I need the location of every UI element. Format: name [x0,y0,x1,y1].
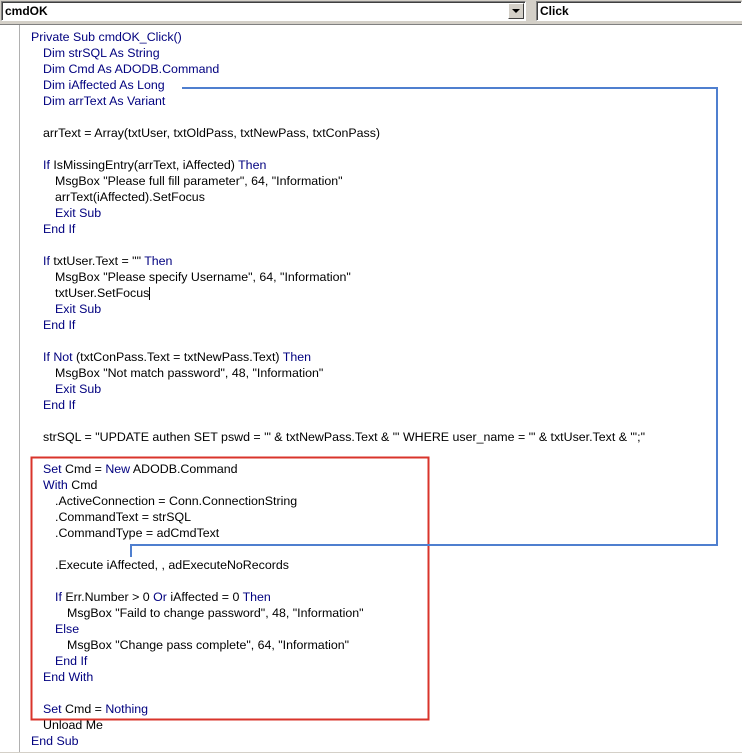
code-line[interactable] [43,317,75,333]
code-line[interactable] [55,381,101,397]
code-token: (txtConPass.Text = txtNewPass.Text) [72,350,283,364]
keyword-token: Dim strSQL As String [43,46,160,60]
code-editor[interactable] [0,24,742,752]
code-window-toolbar [0,0,742,24]
code-line[interactable] [43,125,380,141]
code-line[interactable] [31,733,79,749]
keyword-token: Then [242,590,271,604]
code-line[interactable] [55,509,191,525]
code-line[interactable] [55,525,219,541]
code-line[interactable] [55,189,205,205]
code-line[interactable] [55,301,101,317]
code-line[interactable] [55,653,87,669]
keyword-token: End With [43,670,94,684]
code-token: MsgBox "Please specify Username", 64, "Information" [55,270,351,284]
code-line[interactable] [55,365,323,381]
code-line[interactable] [43,669,93,685]
keyword-token: If [43,254,50,268]
object-combobox-value: cmdOK [5,4,48,18]
code-token: Cmd [67,478,98,492]
keyword-token: Then [144,254,173,268]
keyword-token: Or [153,590,167,604]
keyword-token: End If [43,318,76,332]
keyword-token: Set [43,462,62,476]
code-token: .ActiveConnection = Conn.ConnectionString [55,494,298,508]
margin-indicator-bar[interactable] [0,25,20,752]
code-line[interactable] [55,269,351,285]
keyword-token: With [43,478,68,492]
code-token: ADODB.Command [130,462,238,476]
code-token: arrText = Array(txtUser, txtOldPass, txtNewPass, txtConPass) [43,126,381,140]
code-line[interactable] [43,349,311,365]
keyword-token: Dim iAffected As Long [43,78,165,92]
code-token: Cmd = [61,702,106,716]
keyword-token: End If [43,398,76,412]
code-token: strSQL = "UPDATE authen SET pswd = '" & txtNewPass.Text & "' WHERE user_name = '" & txtUser.Text & "';" [43,430,646,444]
code-token: Err.Number > 0 [61,590,154,604]
code-line[interactable] [55,205,101,221]
code-line[interactable] [43,477,97,493]
keyword-token: End Sub [31,734,79,748]
code-line[interactable] [43,461,238,477]
procedure-combobox-value: Click [540,4,569,18]
code-line[interactable] [43,61,219,77]
code-line[interactable] [55,285,150,301]
code-token: MsgBox "Change pass complete", 64, "Information" [67,638,350,652]
code-line[interactable] [43,45,160,61]
code-line[interactable] [43,397,75,413]
procedure-combobox[interactable] [536,1,742,21]
text-cursor [149,287,150,300]
keyword-token: Exit Sub [55,206,102,220]
keyword-token: Dim arrText As Variant [43,94,166,108]
code-line[interactable] [43,717,103,733]
code-line[interactable] [55,493,297,509]
keyword-token: Set [43,702,62,716]
code-line[interactable] [43,253,172,269]
code-token: arrText(iAffected).SetFocus [55,190,205,204]
code-line[interactable] [43,157,266,173]
keyword-token: Then [282,350,311,364]
keyword-token: End If [43,222,76,236]
code-token: txtUser.SetFocus [55,286,150,300]
code-line[interactable] [55,621,79,637]
code-line[interactable] [43,221,75,237]
code-token: MsgBox "Faild to change password", 48, "Information" [67,606,364,620]
keyword-token: If Not [43,350,73,364]
chevron-down-icon[interactable] [508,3,524,19]
keyword-token: If [55,590,62,604]
keyword-token: If [43,158,50,172]
code-token: MsgBox "Please full fill parameter", 64, "Information" [55,174,343,188]
code-line[interactable] [55,557,289,573]
keyword-token: Then [238,158,267,172]
code-line[interactable] [67,605,364,621]
code-token: txtUser.Text = "" [49,254,145,268]
keyword-token: Dim Cmd As ADODB.Command [43,62,220,76]
keyword-token: Else [55,622,80,636]
code-line[interactable] [43,93,165,109]
keyword-token: Private Sub cmdOK_Click() [31,30,182,44]
code-line[interactable] [43,77,165,93]
code-token: Unload Me [43,718,103,732]
code-token: .CommandType = adCmdText [55,526,220,540]
code-token: .Execute iAffected, , adExecuteNoRecords [55,558,289,572]
code-line[interactable] [55,589,271,605]
code-token: iAffected = 0 [166,590,243,604]
code-line[interactable] [67,637,349,653]
code-line[interactable] [43,429,645,445]
code-token: IsMissingEntry(arrText, iAffected) [49,158,239,172]
code-line[interactable] [55,173,343,189]
keyword-token: End If [55,654,88,668]
keyword-token: Exit Sub [55,302,102,316]
code-token: MsgBox "Not match password", 48, "Information" [55,366,324,380]
code-line[interactable] [31,29,182,45]
keyword-token: New [105,462,131,476]
keyword-token: Nothing [105,702,149,716]
object-combobox[interactable] [1,1,526,21]
code-token: .CommandText = strSQL [55,510,191,524]
code-token: Cmd = [61,462,106,476]
keyword-token: Exit Sub [55,382,102,396]
code-line[interactable] [43,701,148,717]
